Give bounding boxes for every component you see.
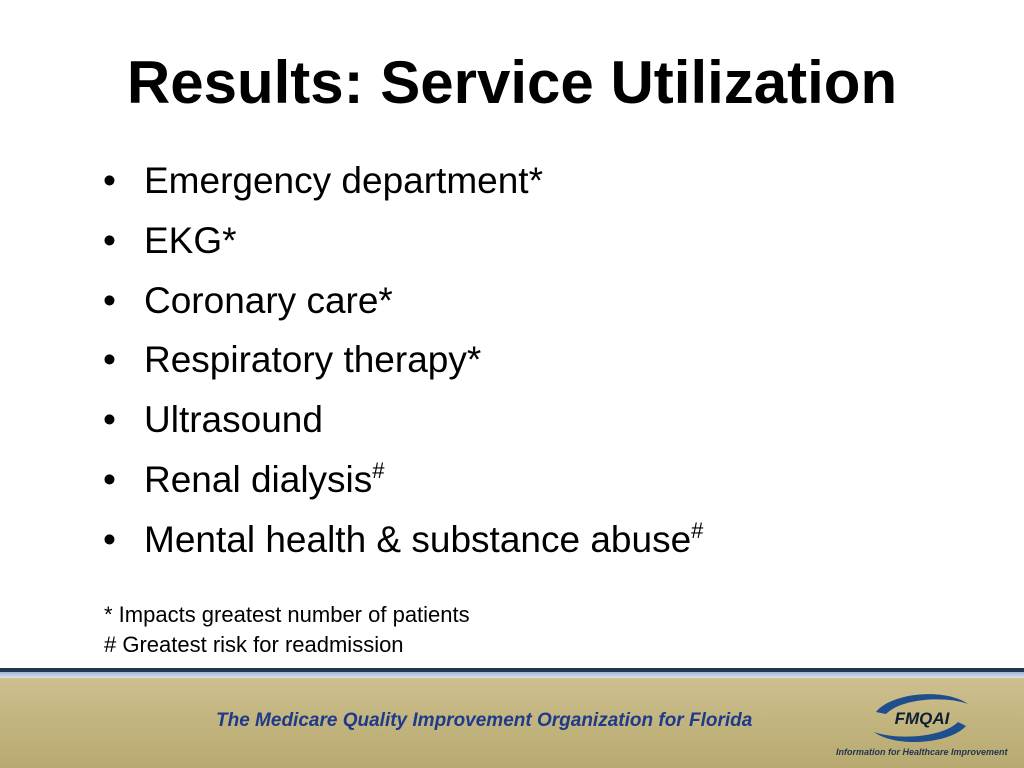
logo-wordmark: FMQAI: [894, 709, 950, 728]
bullet-item: [100, 390, 703, 450]
bullet-item: [100, 211, 703, 271]
fmqai-logo-icon: [862, 688, 982, 748]
bullet-text: Ultrasound: [144, 399, 323, 441]
bullet-item: [100, 330, 703, 390]
slide-title: Results: Service Utilization: [126, 49, 898, 116]
footer-tagline: The Medicare Quality Improvement Organization for Florida: [216, 710, 753, 731]
bullet-list: [100, 151, 703, 570]
bullet-text: Coronary care*: [144, 279, 393, 321]
bullet-marker: •: [103, 399, 116, 441]
bullet-text: Respiratory therapy*: [144, 339, 482, 381]
bullet-marker: •: [103, 279, 116, 321]
bullet-marker: •: [103, 339, 116, 381]
footnote-hash: # Greatest risk for readmission: [104, 632, 404, 657]
bullet-marker: •: [103, 160, 116, 201]
bullet-item: [100, 510, 703, 570]
logo-caption: Information for Healthcare Improvement: [836, 747, 1008, 757]
bullet-marker: •: [103, 219, 116, 261]
bullet-text: Emergency department*: [144, 160, 543, 201]
bullet-superscript: #: [372, 457, 385, 483]
bullet-marker: •: [103, 518, 116, 560]
bullet-item: [100, 450, 703, 510]
footnote-asterisk: * Impacts greatest number of patients: [104, 602, 470, 627]
bullet-item: [100, 271, 703, 331]
bullet-marker: •: [103, 458, 116, 500]
footnotes: [104, 600, 470, 660]
bullet-item: [100, 151, 703, 211]
bullet-superscript: #: [691, 517, 704, 543]
bullet-text: EKG*: [144, 219, 237, 261]
bullet-text: Renal dialysis: [144, 458, 373, 500]
bullet-text: Mental health & substance abuse: [144, 518, 692, 560]
